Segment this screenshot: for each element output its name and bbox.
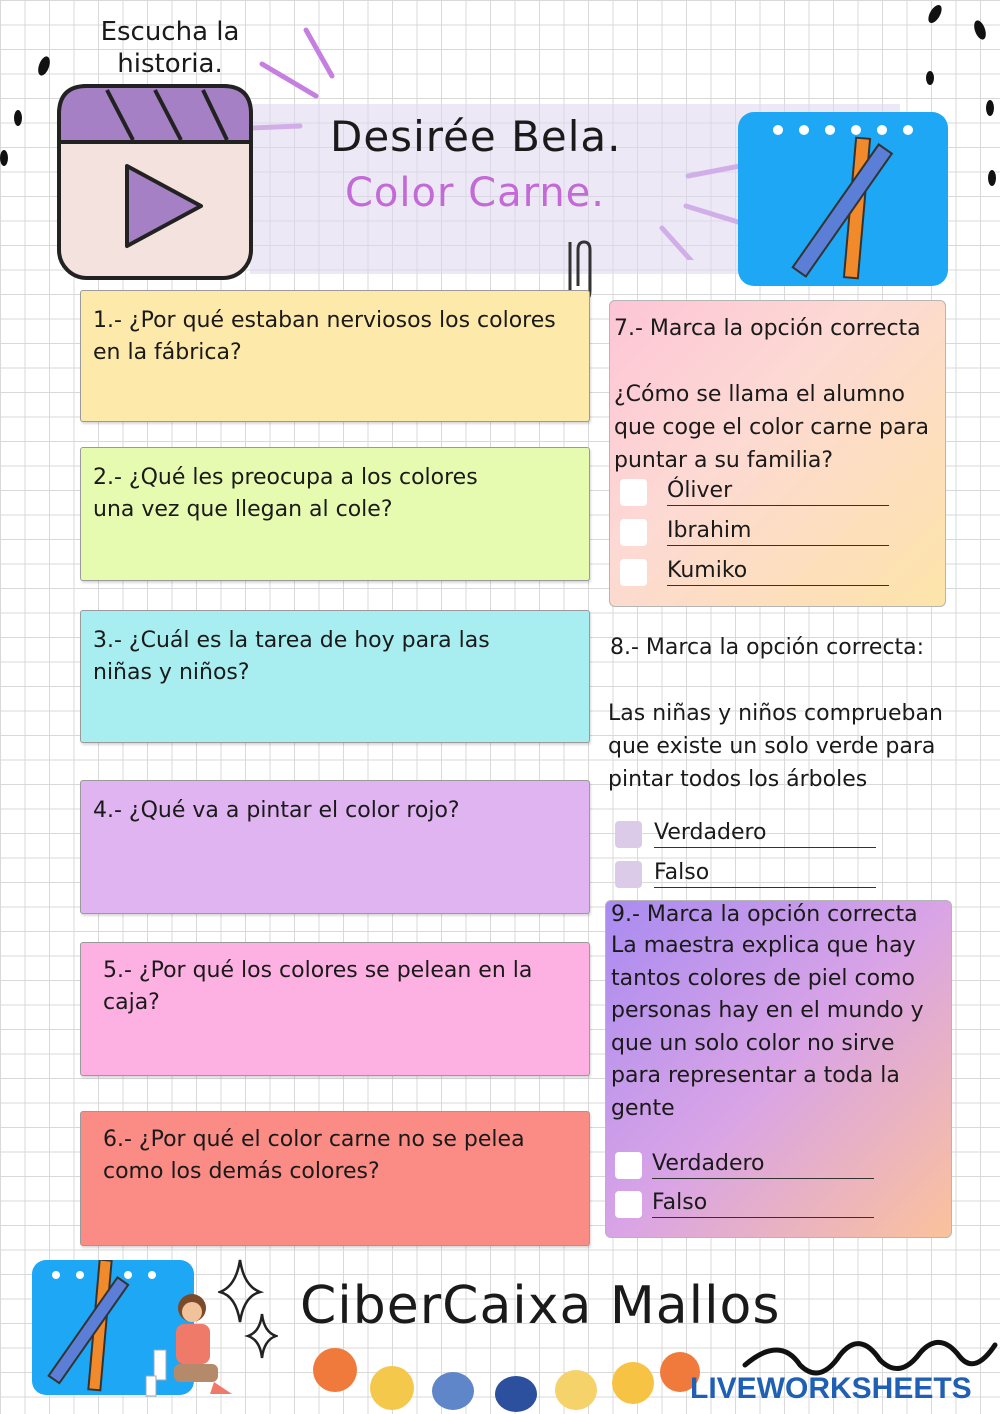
question-6-box[interactable]: [80, 1111, 590, 1246]
question-8-heading: 8.- Marca la opción correcta:: [610, 635, 925, 660]
q8-option-1-label: Verdadero: [654, 820, 876, 848]
decor-dot: [555, 1370, 597, 1410]
question-1-text: 1.- ¿Por qué estaban nerviosos los colores en la fábrica?: [93, 308, 556, 365]
q8-option-1-checkbox[interactable]: [615, 821, 642, 848]
q7-option-1-label: Óliver: [667, 478, 889, 506]
question-7-heading: 7.- Marca la opción correcta: [614, 316, 921, 341]
question-2-text: 2.- ¿Qué les preocupa a los colores una vez que llegan al cole?: [93, 465, 478, 522]
question-7-text: ¿Cómo se llama el alumno que coge el color carne para puntar a su familia?: [614, 382, 929, 473]
play-video-icon[interactable]: [55, 82, 255, 282]
q8-option-2-label: Falso: [654, 860, 876, 888]
decor-dot: [432, 1372, 474, 1410]
q7-option-2[interactable]: [620, 518, 889, 546]
question-2-box[interactable]: [80, 447, 590, 581]
decor-dot: [612, 1362, 654, 1404]
brand-text: LIVEWORKSHEETS: [690, 1372, 972, 1405]
sparkle-icon: [218, 1256, 278, 1366]
question-5-box[interactable]: [80, 942, 590, 1076]
crayon-card: [738, 112, 948, 286]
q9-option-2[interactable]: [615, 1190, 874, 1218]
q8-option-2[interactable]: [615, 860, 876, 888]
question-5-text: 5.- ¿Por qué los colores se pelean en la caja?: [103, 958, 533, 1015]
story-author: Desirée Bela.: [330, 112, 622, 161]
q8-option-2-checkbox[interactable]: [615, 861, 642, 888]
decor-dot: [370, 1366, 414, 1410]
listen-label: Escucha la historia.: [100, 17, 240, 79]
video-player[interactable]: [55, 82, 255, 282]
q7-option-2-label: Ibrahim: [667, 518, 889, 546]
decor-dot: [313, 1348, 357, 1392]
question-8-text: Las niñas y niños comprueban que existe un solo verde para pintar todos los árboles: [608, 701, 943, 792]
q9-option-1-checkbox[interactable]: [615, 1152, 642, 1179]
question-3-text: 3.- ¿Cuál es la tarea de hoy para las niñas y niños?: [93, 628, 490, 685]
q7-option-3-label: Kumiko: [667, 558, 889, 586]
question-1-box[interactable]: [80, 290, 590, 422]
q7-option-1[interactable]: [620, 478, 889, 506]
story-title: Color Carne.: [345, 170, 606, 216]
q8-option-1[interactable]: [615, 820, 876, 848]
liveworksheets-logo: [690, 1372, 972, 1406]
q9-option-2-label: Falso: [652, 1190, 874, 1218]
decor-dot: [495, 1376, 537, 1412]
question-6-text: 6.- ¿Por qué el color carne no se pelea como los demás colores?: [103, 1127, 525, 1184]
q7-option-1-checkbox[interactable]: [620, 479, 647, 506]
q9-option-2-checkbox[interactable]: [615, 1191, 642, 1218]
question-4-box[interactable]: [80, 780, 590, 914]
q9-option-1-label: Verdadero: [652, 1151, 874, 1179]
question-3-box[interactable]: [80, 610, 590, 743]
question-4-text: 4.- ¿Qué va a pintar el color rojo?: [93, 798, 460, 823]
q7-option-2-checkbox[interactable]: [620, 519, 647, 546]
q9-option-1[interactable]: [615, 1151, 874, 1179]
q7-option-3-checkbox[interactable]: [620, 559, 647, 586]
question-9-text: La maestra explica que hay tantos colores de piel como personas hay en el mundo y que un solo color no sirve para representar a toda la gente: [611, 933, 924, 1121]
footer-name: CiberCaixa Mallos: [300, 1276, 781, 1336]
q7-option-3[interactable]: [620, 558, 889, 586]
crayon-icon: [738, 112, 948, 286]
question-9-heading: 9.- Marca la opción correcta: [611, 902, 918, 927]
